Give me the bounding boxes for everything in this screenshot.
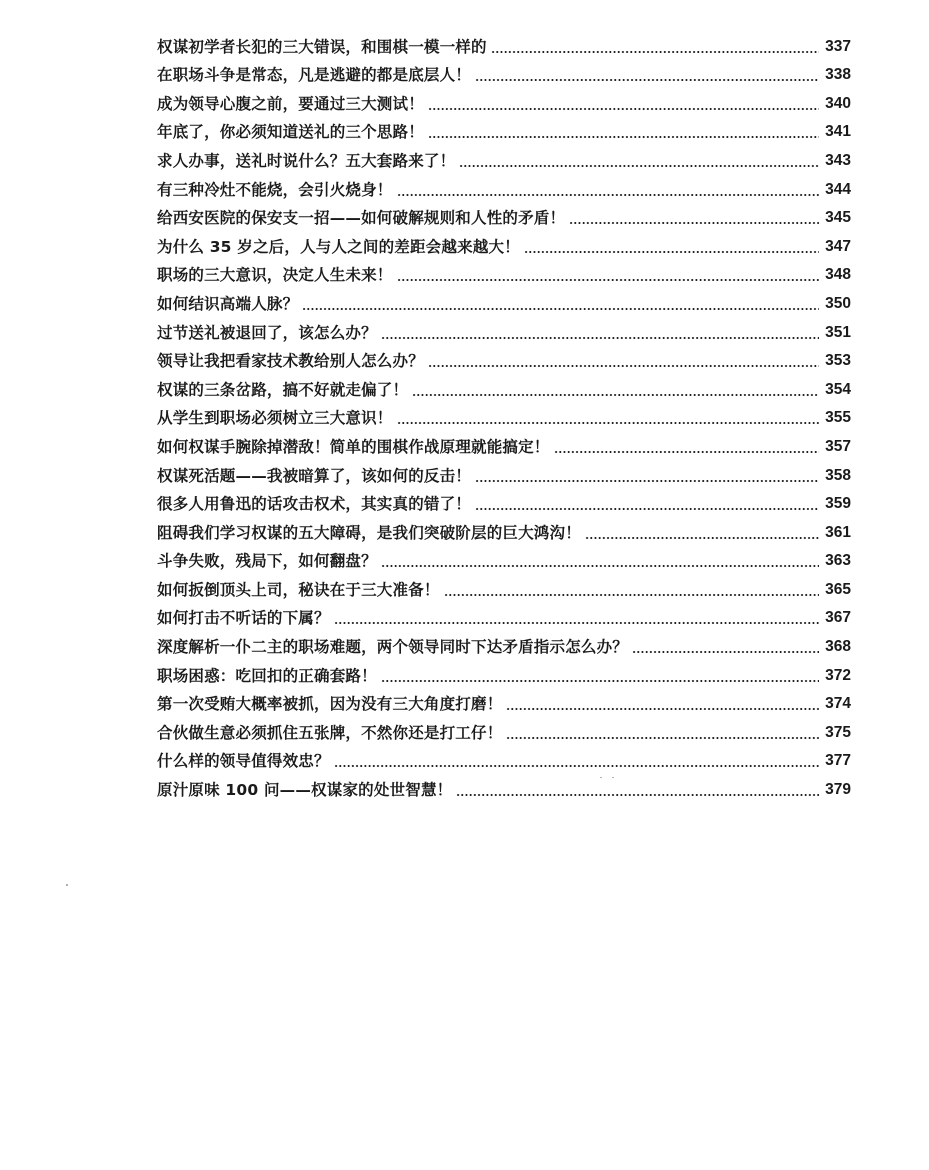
toc-entry-title: 职场的三大意识，决定人生未来！ — [157, 266, 393, 285]
toc-entry-title: 如何权谋手腕除掉潜敌！简单的围棋作战原理就能搞定！ — [157, 437, 550, 456]
toc-entry — [157, 628, 851, 657]
toc-entry-title: 什么样的领导值得效忠？ — [157, 752, 330, 771]
toc-entry — [157, 428, 851, 457]
toc-entry-page: 341 — [825, 123, 851, 141]
toc-entry-title: 阻碍我们学习权谋的五大障碍，是我们突破阶层的巨大鸿沟！ — [157, 523, 581, 542]
dot-leader — [412, 394, 819, 396]
toc-entry-title: 成为领导心腹之前，要通过三大测试！ — [157, 94, 424, 113]
toc-entry-page: 363 — [825, 552, 851, 570]
toc-entry-title: 从学生到职场必须树立三大意识！ — [157, 409, 393, 428]
dot-leader — [397, 279, 819, 281]
toc-entry — [157, 85, 851, 114]
toc-entry-page: 337 — [825, 37, 851, 55]
toc-entry-page: 345 — [825, 209, 851, 227]
toc-entry — [157, 285, 851, 314]
dot-leader — [475, 79, 819, 81]
toc-entry-page: 340 — [825, 94, 851, 112]
toc-entry-page: 343 — [825, 151, 851, 169]
toc-entry-page: 365 — [825, 580, 851, 598]
toc-entry-title: 有三种冷灶不能烧，会引火烧身！ — [157, 180, 393, 199]
dot-leader — [632, 651, 819, 653]
dot-leader — [585, 537, 819, 539]
scan-speck — [612, 777, 614, 778]
scan-speck — [66, 884, 68, 886]
toc-entry — [157, 714, 851, 743]
toc-entry-page: 379 — [825, 781, 851, 799]
toc-entry — [157, 486, 851, 515]
toc-entry-page: 353 — [825, 352, 851, 370]
toc-entry — [157, 743, 851, 772]
dot-leader — [334, 765, 819, 767]
toc-entry-page: 372 — [825, 666, 851, 684]
toc-entry — [157, 400, 851, 429]
toc-entry — [157, 228, 851, 257]
toc-entry-title: 领导让我把看家技术教给别人怎么办？ — [157, 352, 424, 371]
toc-entry-title: 权谋死活题——我被暗算了，该如何的反击！ — [157, 466, 472, 485]
toc-entry-page: 350 — [825, 294, 851, 312]
dot-leader — [569, 222, 819, 224]
toc-entry-title: 权谋的三条岔路，搞不好就走偏了！ — [157, 380, 409, 399]
toc-entry — [157, 657, 851, 686]
toc-entry-title: 如何打击不听话的下属？ — [157, 609, 330, 628]
toc-entry-page: 357 — [825, 437, 851, 455]
toc-entry — [157, 571, 851, 600]
toc-entry-title: 如何结识高端人脉？ — [157, 294, 299, 313]
dot-leader — [397, 422, 819, 424]
toc-entry-page: 351 — [825, 323, 851, 341]
dot-leader — [475, 508, 819, 510]
toc-entry-page: 361 — [825, 523, 851, 541]
toc-entry-page: 338 — [825, 66, 851, 84]
dot-leader — [459, 165, 819, 167]
toc-entry — [157, 114, 851, 143]
toc-entry-title: 过节送礼被退回了，该怎么办？ — [157, 323, 377, 342]
toc-entry-page: 344 — [825, 180, 851, 198]
dot-leader — [381, 680, 819, 682]
toc-entry — [157, 686, 851, 715]
toc-entry — [157, 257, 851, 286]
dot-leader — [524, 251, 819, 253]
dot-leader — [334, 622, 819, 624]
toc-entry-title: 权谋初学者长犯的三大错误，和围棋一模一样的 — [157, 37, 487, 56]
toc-entry-title: 职场困惑：吃回扣的正确套路！ — [157, 666, 377, 685]
toc-entry-title: 很多人用鲁迅的话攻击权术，其实真的错了！ — [157, 495, 472, 514]
toc-entry-title: 如何扳倒顶头上司，秘诀在于三大准备！ — [157, 580, 440, 599]
toc-entry-title: 深度解析一仆二主的职场难题，两个领导同时下达矛盾指示怎么办？ — [157, 638, 629, 657]
toc-entry-title: 在职场斗争是常态，凡是逃避的都是底层人！ — [157, 66, 472, 85]
toc-entry-page: 348 — [825, 266, 851, 284]
dot-leader — [302, 308, 819, 310]
toc-entry — [157, 343, 851, 372]
toc-entry-title: 原汁原味 100 问——权谋家的处世智慧！ — [157, 781, 453, 800]
toc-entry-title: 求人办事，送礼时说什么？五大套路来了！ — [157, 151, 456, 170]
dot-leader — [381, 565, 819, 567]
toc-entry — [157, 371, 851, 400]
toc-entry-page: 359 — [825, 495, 851, 513]
dot-leader — [381, 337, 819, 339]
dot-leader — [475, 480, 819, 482]
toc-entry-page: 375 — [825, 723, 851, 741]
toc-entry-title: 年底了，你必须知道送礼的三个思路！ — [157, 123, 424, 142]
toc-entry-page: 355 — [825, 409, 851, 427]
scan-speck — [600, 777, 602, 778]
toc-entry-page: 347 — [825, 237, 851, 255]
toc-entry — [157, 57, 851, 86]
toc-entry-title: 给西安医院的保安支一招——如何破解规则和人性的矛盾！ — [157, 209, 566, 228]
toc-entry — [157, 142, 851, 171]
toc-entry-title: 为什么 35 岁之后，人与人之间的差距会越来越大！ — [157, 237, 520, 256]
toc-entry — [157, 543, 851, 572]
dot-leader — [428, 365, 819, 367]
dot-leader — [428, 108, 819, 110]
toc-entry — [157, 600, 851, 629]
dot-leader — [506, 737, 819, 739]
toc-entry — [157, 200, 851, 229]
toc-entry — [157, 457, 851, 486]
dot-leader — [456, 794, 819, 796]
toc-entry-page: 367 — [825, 609, 851, 627]
toc-entry-page: 374 — [825, 695, 851, 713]
dot-leader — [506, 708, 819, 710]
toc-entry — [157, 171, 851, 200]
toc-entry — [157, 771, 851, 800]
dot-leader — [428, 136, 819, 138]
dot-leader — [444, 594, 819, 596]
toc-entry-page: 377 — [825, 752, 851, 770]
toc-entry-title: 合伙做生意必须抓住五张牌，不然你还是打工仔！ — [157, 723, 503, 742]
toc-entry-title: 第一次受贿大概率被抓，因为没有三大角度打磨！ — [157, 695, 503, 714]
toc-entry — [157, 514, 851, 543]
dot-leader — [491, 51, 819, 53]
toc-entry — [157, 314, 851, 343]
toc-entry — [157, 28, 851, 57]
table-of-contents — [157, 28, 851, 800]
toc-entry-page: 354 — [825, 380, 851, 398]
toc-entry-title: 斗争失败，残局下，如何翻盘？ — [157, 552, 377, 571]
dot-leader — [554, 451, 819, 453]
toc-entry-page: 358 — [825, 466, 851, 484]
dot-leader — [397, 194, 819, 196]
toc-entry-page: 368 — [825, 638, 851, 656]
